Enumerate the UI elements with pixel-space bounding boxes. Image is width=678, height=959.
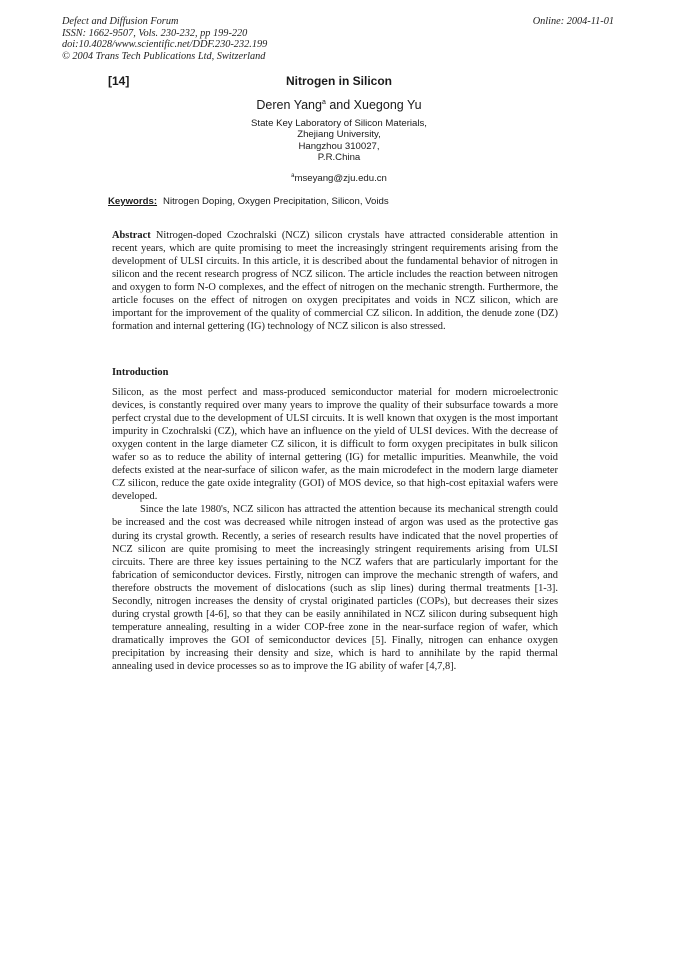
reference-number: [14] xyxy=(108,74,130,88)
paper-title: Nitrogen in Silicon xyxy=(285,74,392,88)
keywords xyxy=(108,196,389,207)
journal-doi: doi:10.4028/www.scientific.net/DDF.230-232.199 xyxy=(62,39,268,51)
paragraph: Since the late 1980's, NCZ silicon has attracted the attention because its mechanical strength could be increased and the cost was decreased while nitrogen instead of argon was used as the protective gas during its crystal growth. Recently, a series of research results have indicated that the novel properties of NCZ silicon are quite promising to meet the increasingly stringent requirements arising from ULSI circuits. There are three key issues pertaining to the NCZ wafers that are particularly important for the fabrication of semiconductor devices. Firstly, nitrogen can improve the mechanic strength of wafers, and therefore obstructs the movement of dislocations (such as slip lines) during thermal treatments [1-3]. Secondly, nitrogen increases the density of crystal originated particles (COPs), but decreases their sizes during crystal growth [4-6], so that they can be easily annihilated in NCZ silicon during subsequent high temperature annealing, resulting in a wider COP-free zone in the near-surface region of wafer, which dramatically improves the GOI of semiconductor devices [5]. Finally, nitrogen can enhance oxygen precipitation by increasing their density and size, which is hard to annihilate by the rapid thermal annealing used in device processes so as to improve the IG ability of wafer [4,7,8]. xyxy=(112,504,558,672)
abstract-label: Abstract xyxy=(112,230,151,241)
paragraph: Silicon, as the most perfect and mass-produced semiconductor material for modern microelectronic devices, is constantly required over many years to improve the quality of their subsurface towards a more perfect crystal due to the development of ULSI circuits. It is well known that oxygen is the most important impurity in Czochralski (CZ), which have an influence on the yield of ULSI devices. With the decrease of oxygen content in the large diameter CZ silicon, it is difficult to form oxygen precipitates in bulk silicon wafer so as to reduce the ability of internal gettering (IG) for metallic impurities. Meanwhile, the void defects existed at the near-surface of silicon wafer, as the main microdefect in the modern large diameter CZ silicon, reduce the gate oxide integrality (GOI) of MOS device, so that high-cost epitaxial wafers were developed. xyxy=(112,387,558,503)
author-first: Deren Yang xyxy=(256,98,322,112)
author-second: and Xuegong Yu xyxy=(325,98,422,112)
journal-copyright: © 2004 Trans Tech Publications Ltd, Switzerland xyxy=(62,50,266,62)
affiliation-line: P.R.China xyxy=(317,152,361,164)
affiliation-line: Hangzhou 310027, xyxy=(298,140,380,152)
affiliation xyxy=(0,118,678,164)
online-date: Online: 2004-11-01 xyxy=(532,16,614,27)
section-heading: Introduction xyxy=(112,367,169,378)
author-line xyxy=(0,98,678,112)
email-mark: a xyxy=(291,173,295,179)
email-address: mseyang@zju.edu.cn xyxy=(294,173,387,185)
journal-issn: ISSN: 1662-9507, Vols. 230-232, pp 199-220 xyxy=(62,27,248,39)
journal-header xyxy=(62,16,267,62)
author-email xyxy=(0,173,678,184)
keywords-list: Nitrogen Doping, Oxygen Precipitation, Silicon, Voids xyxy=(163,196,389,207)
affiliation-line: State Key Laboratory of Silicon Materials, xyxy=(251,118,427,129)
keywords-label: Keywords: xyxy=(108,196,158,207)
journal-name: Defect and Diffusion Forum xyxy=(62,16,179,27)
author-affiliation-mark: a xyxy=(321,98,326,106)
abstract-text: Nitrogen-doped Czochralski (NCZ) silicon crystals have attracted considerable attention in recent years, which are quite promising to meet the increasingly stringent requirements arising from the development of ULSI circuits. In this article, it is described about the fundamental behavior of nitrogen in silicon and the recent research progress of NCZ silicon. The article includes the reaction between nitrogen and oxygen to form N-O complexes, and the effect of nitrogen on the mechanic strength. Furthermore, the article focuses on the effect of nitrogen on oxygen precipitates and voids in NCZ silicon, which are important for the improvement of the quality of commercial CZ silicon. In addition, the denude zone (DZ) formation and internal gettering (IG) technology of NCZ silicon is also stressed. xyxy=(112,230,558,333)
introduction-body xyxy=(112,386,558,673)
abstract xyxy=(112,229,558,333)
affiliation-line: Zhejiang University, xyxy=(297,129,381,141)
